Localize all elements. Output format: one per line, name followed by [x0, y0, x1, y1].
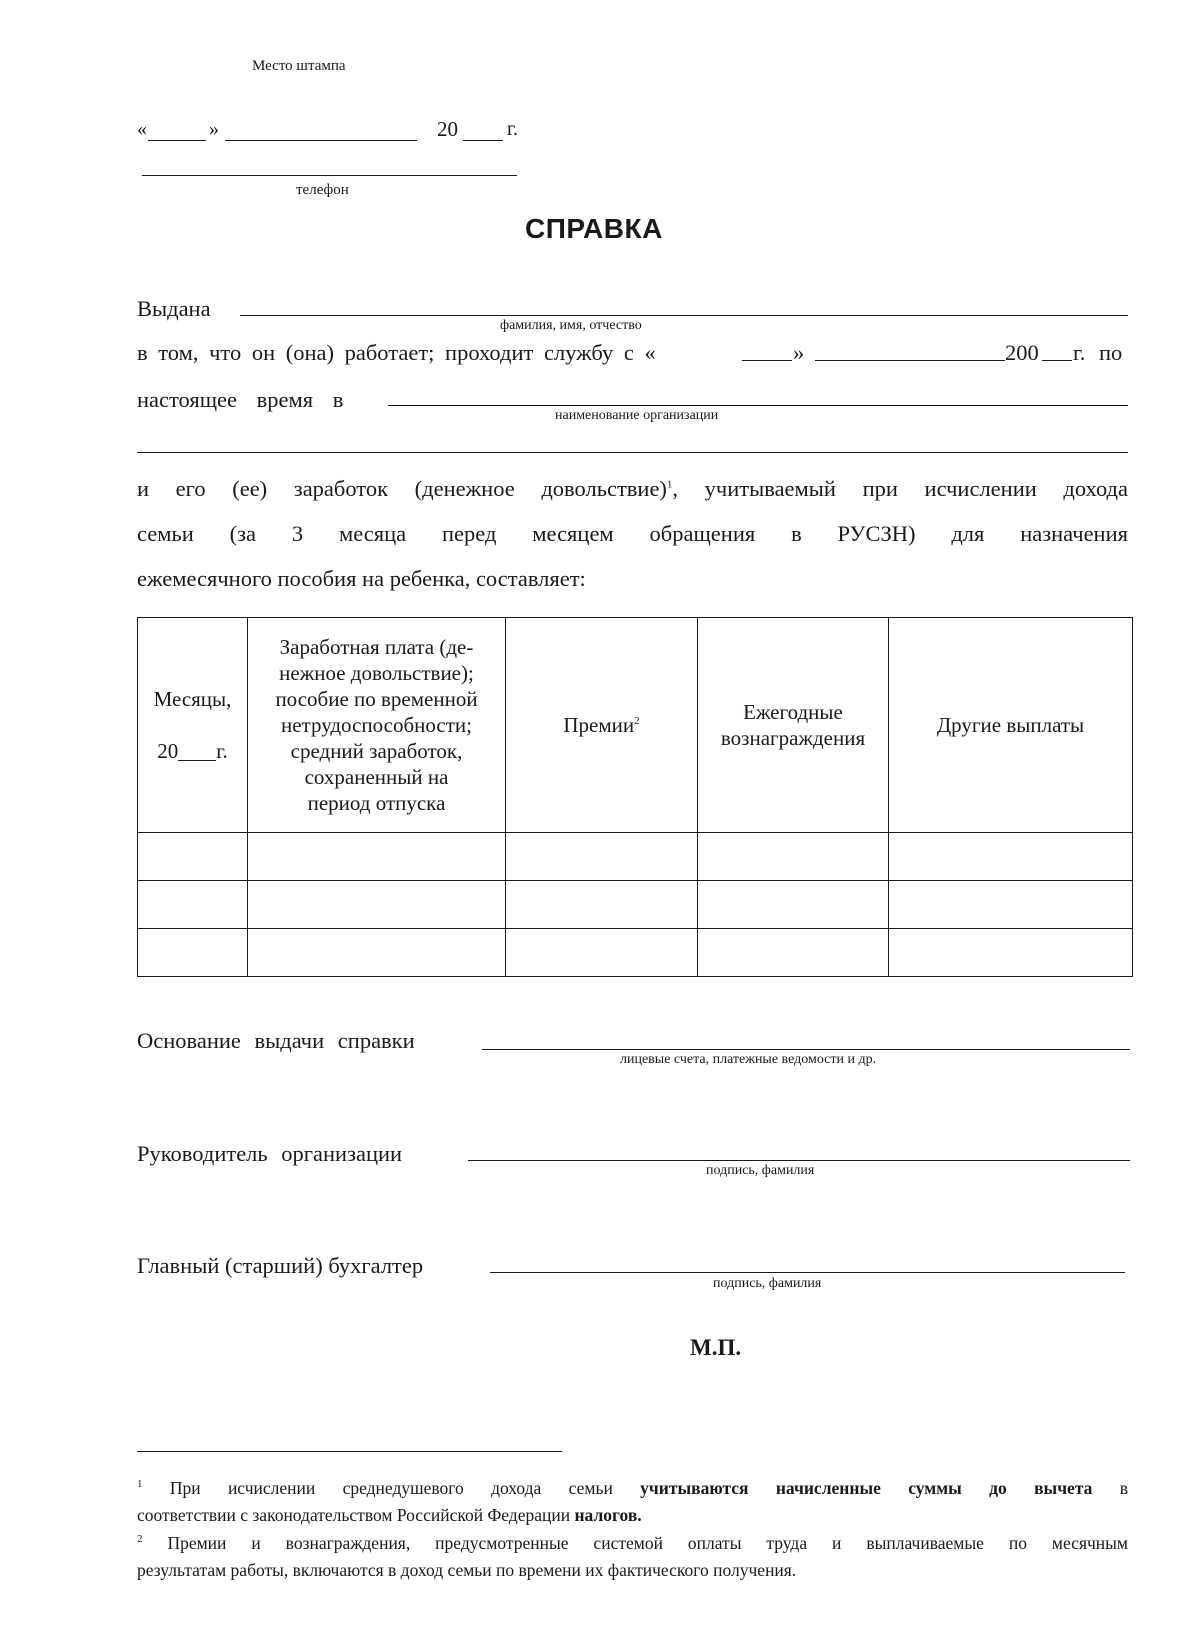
date-year-suffix: г.	[507, 118, 518, 140]
table-cell[interactable]	[506, 833, 698, 881]
issued-label: Выдана	[137, 296, 211, 321]
footnote-2-line-1	[137, 1530, 1128, 1557]
issued-name-caption: фамилия, имя, отчество	[500, 318, 642, 333]
works-day-field[interactable]	[742, 360, 792, 361]
income-line-1	[137, 476, 1128, 502]
works-month-field[interactable]	[815, 360, 1005, 361]
col-months-year-prefix: 20	[157, 739, 179, 763]
col-months-year-field[interactable]	[178, 742, 216, 761]
table-cell[interactable]	[138, 833, 248, 881]
col-salary-line: сохраненный на	[304, 765, 449, 789]
table-cell[interactable]	[248, 929, 506, 977]
col-annual-line: Ежегодные	[743, 700, 843, 724]
col-bonus-header	[506, 618, 698, 833]
table-cell[interactable]	[138, 929, 248, 977]
basis-field[interactable]	[482, 1049, 1130, 1050]
works-year-field[interactable]	[1042, 360, 1072, 361]
accountant-signature-field[interactable]	[490, 1272, 1125, 1273]
accountant-caption: подпись, фамилия	[713, 1276, 822, 1291]
income-line-3: ежемесячного пособия на ребенка, составляет:	[137, 566, 586, 591]
footnote-2	[137, 1530, 1128, 1584]
col-months-label: Месяцы,	[153, 687, 232, 711]
date-close-quote: »	[209, 118, 219, 140]
footnote-1-text-a: При исчислении среднедушевого дохода семьи	[169, 1478, 613, 1498]
col-salary-header	[248, 618, 506, 833]
date-year-field[interactable]	[463, 140, 503, 141]
footnote-1-mark: 1	[137, 1478, 143, 1491]
footnote-ref-2: 2	[634, 715, 640, 727]
table-row	[138, 881, 1133, 929]
issued-name-field[interactable]	[240, 315, 1128, 316]
col-salary-line: период отпуска	[307, 791, 446, 815]
col-months-year	[138, 725, 247, 777]
works-year: 200	[1005, 340, 1039, 365]
seal-place: М.П.	[690, 1335, 742, 1360]
footnote-2-mark: 2	[137, 1533, 143, 1546]
income-line-2: семьи (за 3 месяца перед месяцем обращения в РУСЗН) для назначения	[137, 521, 1128, 546]
accountant-label: Главный (старший) бухгалтер	[137, 1253, 424, 1278]
footnote-1-bold-b: налогов.	[574, 1505, 642, 1525]
col-annual-header	[698, 618, 889, 833]
stamp-place-label: Место штампа	[252, 58, 346, 74]
footnote-2-line-1-text: Премии и вознаграждения, предусмотренные системой оплаты труда и выплачиваемые по месячным	[167, 1533, 1128, 1553]
table-cell[interactable]	[889, 929, 1133, 977]
phone-caption: телефон	[296, 182, 349, 198]
footnote-1-text-b: в	[1119, 1478, 1128, 1498]
footnote-ref-1: 1	[666, 478, 673, 491]
footnote-1-line-1	[137, 1475, 1128, 1502]
works-line2-label: настоящее время в	[137, 387, 344, 412]
footnote-separator	[137, 1451, 562, 1452]
basis-caption: лицевые счета, платежные ведомости и др.	[620, 1052, 877, 1067]
col-salary-line: Заработная плата (де-	[279, 635, 474, 659]
footnote-2-line-2: результатам работы, включаются в доход семьи по времени их фактического получения.	[137, 1560, 797, 1580]
col-salary-line: пособие по временной	[275, 687, 478, 711]
col-salary-line: нежное довольствие);	[279, 661, 474, 685]
table-row	[138, 833, 1133, 881]
document-title: СПРАВКА	[525, 213, 663, 244]
works-year-suffix: г. по	[1073, 340, 1123, 365]
table-cell[interactable]	[248, 881, 506, 929]
col-salary-line: средний заработок,	[290, 739, 463, 763]
head-label: Руководитель организации	[137, 1141, 403, 1166]
basis-label: Основание выдачи справки	[137, 1028, 415, 1053]
table-cell[interactable]	[138, 881, 248, 929]
table-cell[interactable]	[248, 833, 506, 881]
table-cell[interactable]	[506, 929, 698, 977]
earnings-table	[137, 617, 1133, 977]
footnote-1	[137, 1475, 1128, 1529]
col-bonus-label: Премии	[563, 713, 635, 737]
works-quote-close: »	[793, 340, 805, 365]
col-salary-line: нетрудоспособности;	[280, 713, 473, 737]
table-cell[interactable]	[698, 833, 889, 881]
date-month-field[interactable]	[225, 140, 417, 141]
date-year-prefix: 20	[437, 117, 458, 141]
works-since-text: в том, что он (она) работает; проходит службу с «	[137, 340, 656, 365]
table-row	[138, 929, 1133, 977]
footnote-1-line-2-text: соответствии с законодательством Российской Федерации	[137, 1505, 571, 1525]
head-caption: подпись, фамилия	[706, 1163, 815, 1178]
organization-field-line2[interactable]	[137, 452, 1128, 453]
col-annual-line: вознаграждения	[720, 726, 866, 750]
table-cell[interactable]	[698, 881, 889, 929]
date-day-field[interactable]	[148, 140, 206, 141]
table-header-row	[138, 618, 1133, 833]
income-line-1-b: , учитываемый при исчислении дохода	[672, 476, 1128, 501]
table-cell[interactable]	[889, 833, 1133, 881]
date-open-quote: «	[137, 118, 147, 140]
footnote-1-bold-a: учитываются начисленные суммы до вычета	[640, 1478, 1093, 1498]
footnote-1-line-2	[137, 1502, 1128, 1529]
col-other-header: Другие выплаты	[889, 618, 1133, 833]
col-months-header	[138, 618, 248, 833]
phone-field[interactable]	[142, 175, 517, 176]
organization-field[interactable]	[388, 405, 1128, 406]
table-cell[interactable]	[698, 929, 889, 977]
head-signature-field[interactable]	[468, 1160, 1130, 1161]
organization-caption: наименование организации	[555, 408, 719, 423]
table-cell[interactable]	[889, 881, 1133, 929]
income-line-1-a: и его (ее) заработок (денежное довольствие)	[137, 476, 667, 501]
col-months-year-suffix: г.	[216, 739, 228, 763]
table-cell[interactable]	[506, 881, 698, 929]
